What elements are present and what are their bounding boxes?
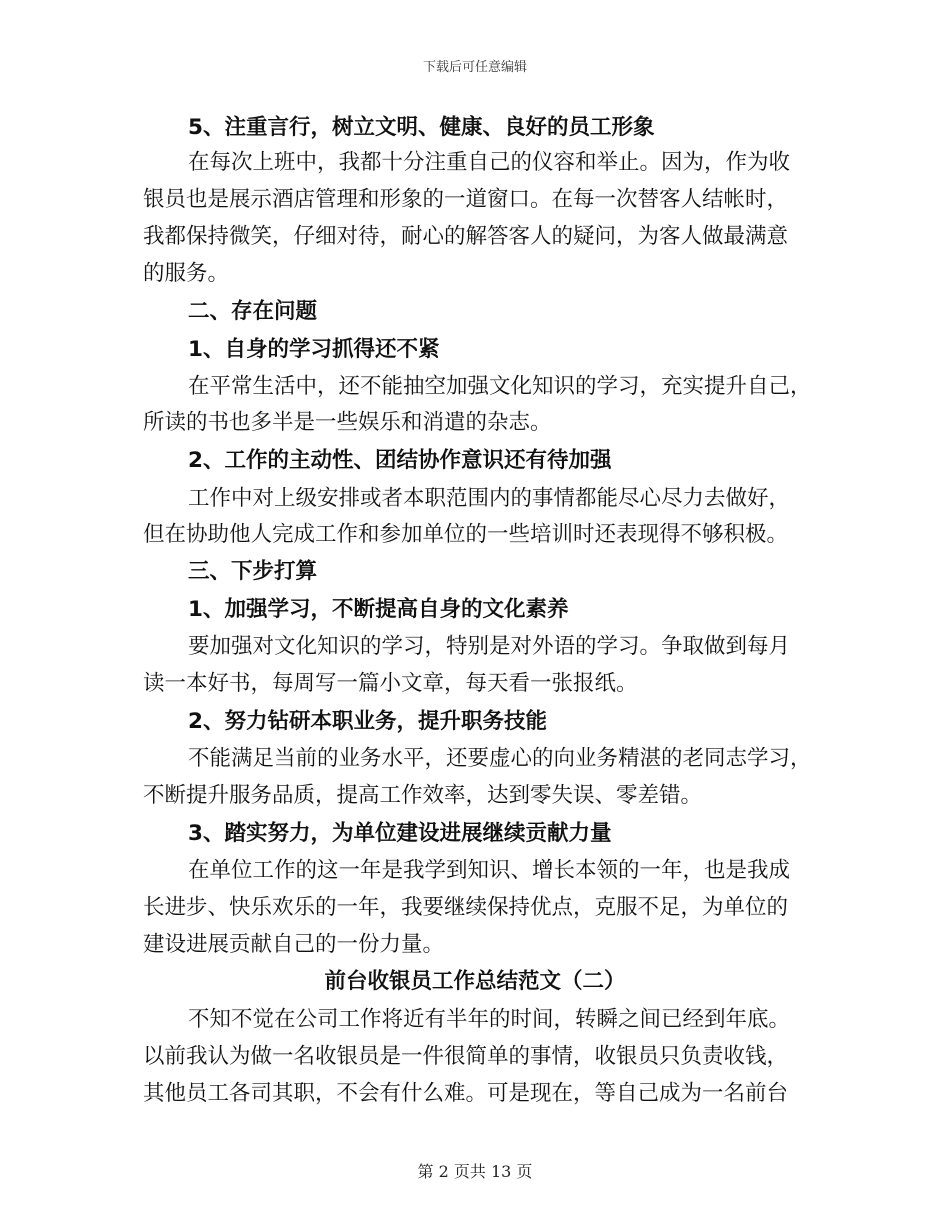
subheading: 1、自身的学习抓得还不紧 (188, 337, 440, 362)
paragraph-line: 银员也是展示酒店管理和形象的一道窗口。在每一次替客人结帐时， (143, 187, 789, 212)
paragraph-line: 读一本好书，每周写一篇小文章，每天看一张报纸。 (143, 671, 638, 696)
subheading: 3、踏实努力，为单位建设进展继续贡献力量 (188, 821, 612, 846)
paragraph-line: 在平常生活中，还不能抽空加强文化知识的学习，充实提升自己， (188, 374, 812, 399)
paragraph-line: 在单位工作的这一年是我学到知识、增长本领的一年，也是我成 (188, 858, 791, 883)
subheading: 2、工作的主动性、团结协作意识还有待加强 (188, 448, 612, 473)
paragraph-line: 所读的书也多半是一些娱乐和消遣的杂志。 (143, 410, 552, 435)
paragraph-line: 以前我认为做一名收银员是一件很简单的事情，收银员只负责收钱， (143, 1044, 789, 1069)
section-heading: 三、下步打算 (188, 559, 318, 584)
page-footer: 第 2 页共 13 页 (417, 1162, 533, 1181)
paragraph-line: 的服务。 (143, 261, 230, 286)
paragraph-line: 在每次上班中，我都十分注重自己的仪容和举止。因为，作为收 (188, 150, 791, 175)
subheading: 1、加强学习，不断提高自身的文化素养 (188, 597, 569, 622)
section-heading: 二、存在问题 (188, 299, 318, 324)
paragraph-line: 其他员工各司其职，不会有什么难。可是现在，等自己成为一名前台 (143, 1081, 789, 1106)
paragraph-line: 不能满足当前的业务水平，还要虚心的向业务精湛的老同志学习， (188, 746, 812, 771)
paragraph-line: 工作中对上级安排或者本职范围内的事情都能尽心尽力去做好， (188, 486, 791, 511)
page-header: 下载后可任意编辑 (422, 60, 527, 75)
paragraph-line: 不断提升服务品质，提高工作效率，达到零失误、零差错。 (143, 783, 703, 808)
article-title: 前台收银员工作总结范文（二） (324, 969, 626, 994)
paragraph-line: 长进步、快乐欢乐的一年，我要继续保持优点，克服不足，为单位的 (143, 895, 789, 920)
paragraph-line: 不知不觉在公司工作将近有半年的时间，转瞬之间已经到年底。 (188, 1007, 791, 1032)
paragraph-line: 要加强对文化知识的学习，特别是对外语的学习。争取做到每月 (188, 634, 791, 659)
paragraph-line: 我都保持微笑，仔细对待，耐心的解答客人的疑问，为客人做最满意 (143, 224, 789, 249)
paragraph-line: 建设进展贡献自己的一份力量。 (143, 932, 445, 957)
subheading: 2、努力钻研本职业务，提升职务技能 (188, 709, 547, 734)
paragraph-line: 但在协助他人完成工作和参加单位的一些培训时还表现得不够积极。 (143, 522, 789, 547)
subheading: 5、注重言行，树立文明、健康、良好的员工形象 (188, 115, 655, 140)
